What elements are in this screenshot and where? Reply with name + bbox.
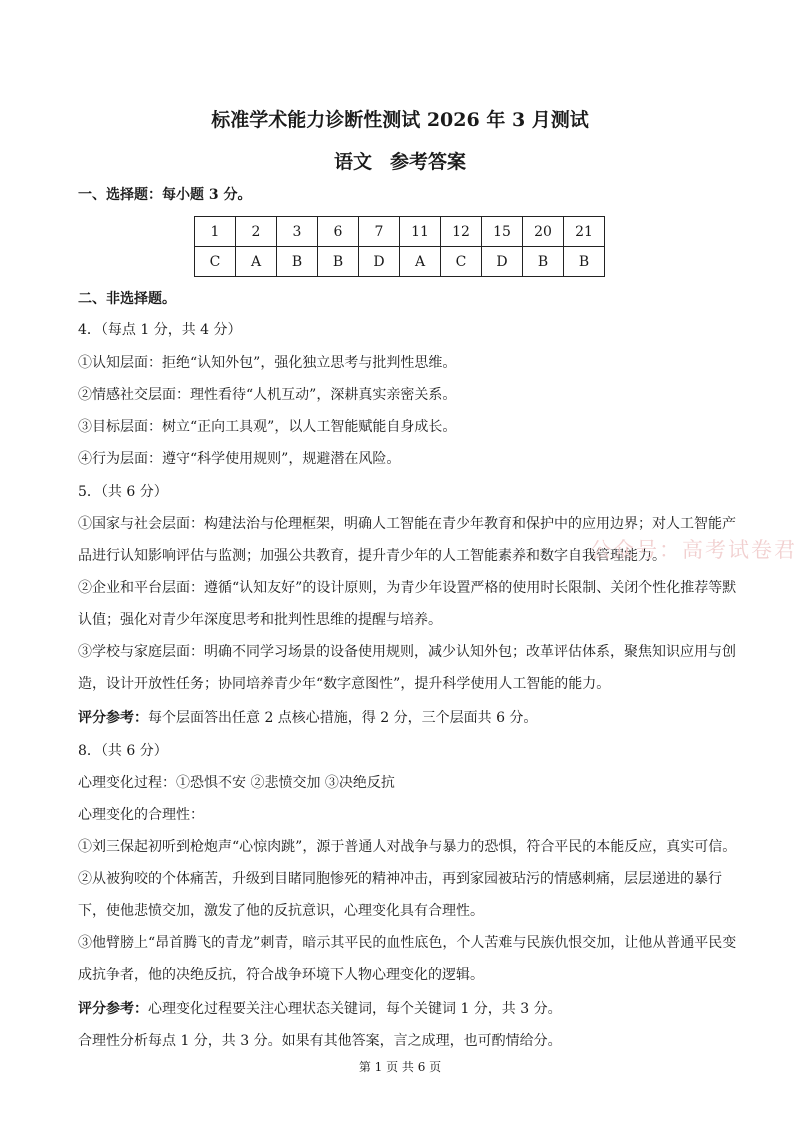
question-number-cell: 11 — [400, 217, 441, 247]
answer-row — [195, 247, 605, 277]
answer-cell: D — [482, 247, 523, 277]
answer-cell: B — [318, 247, 359, 277]
answer-cell: C — [195, 247, 236, 277]
page-subtitle — [0, 148, 800, 176]
question-number-cell: 12 — [441, 217, 482, 247]
question-number-cell: 21 — [564, 217, 605, 247]
scoring-text: 心理变化过程要关注心理状态关键词，每个关键词 1 分，共 3 分。 — [148, 1001, 562, 1017]
q8-scoring-extra: 合理性分析每点 1 分，共 3 分。如果有其他答案，言之成理，也可酌情给分。 — [78, 1033, 562, 1049]
q4-point: ②情感社交层面：理性看待“人机互动”，深耕真实亲密关系。 — [78, 387, 457, 403]
page-footer: 第 1 页 共 6 页 — [358, 1060, 442, 1074]
answer-cell: B — [523, 247, 564, 277]
q8-point: ③他臂膀上“昂首腾飞的青龙”刺青，暗示其平民的血性底色，个人苦难与民族仇恨交加，让他从普通平民变成抗争者，他的决绝反抗，符合战争环境下人物心理变化的逻辑。 — [78, 935, 737, 983]
q4-point: ③目标层面：树立“正向工具观”，以人工智能赋能自身成长。 — [78, 419, 457, 435]
scoring-label: 评分参考： — [78, 710, 148, 726]
q8-point: ①刘三保起初听到枪炮声“心惊肉跳”，源于普通人对战争与暴力的恐惧，符合平民的本能反应，真实可信。 — [78, 839, 737, 855]
question-number-row — [195, 217, 605, 247]
question-number-cell: 15 — [482, 217, 523, 247]
answer-cell: D — [359, 247, 400, 277]
q4-point: ④行为层面：遵守“科学使用规则”，规避潜在风险。 — [78, 451, 401, 467]
q4-label: 4．（每点 1 分，共 4 分） — [78, 322, 242, 338]
answer-table — [194, 216, 605, 277]
q5-point: ②企业和平台层面：遵循“认知友好”的设计原则，为青少年设置严格的使用时长限制、关闭个性化推荐等默认值；强化对青少年深度思考和批判性思维的提醒与培养。 — [78, 580, 737, 628]
scoring-text: 每个层面答出任意 2 点核心措施，得 2 分，三个层面共 6 分。 — [148, 710, 538, 726]
q4-point: ①认知层面：拒绝“认知外包”，强化独立思考与批判性思维。 — [78, 355, 457, 371]
watermark-text: 公众号：高考试卷君 — [590, 538, 797, 562]
question-number-cell: 1 — [195, 217, 236, 247]
scoring-label: 评分参考： — [78, 1001, 148, 1017]
question-number-cell: 20 — [523, 217, 564, 247]
subject-label: 语文 — [333, 151, 372, 173]
answer-key-label: 参考答案 — [390, 151, 467, 173]
answer-cell: A — [236, 247, 277, 277]
answer-cell: C — [441, 247, 482, 277]
question-number-cell: 2 — [236, 217, 277, 247]
answer-cell: B — [277, 247, 318, 277]
q8-point: ②从被狗咬的个体痛苦，升级到目睹同胞惨死的精神冲击，再到家园被玷污的情感刺痛，层层递进的暴行下，使他悲愤交加，激发了他的反抗意识，心理变化具有合理性。 — [78, 871, 722, 919]
q8-scoring — [78, 999, 738, 1019]
q5-point: ①国家与社会层面：构建法治与伦理框架，明确人工智能在青少年教育和保护中的应用边界；对人工智能产品进行认知影响评估与监测；加强公共教育，提升青少年的人工智能素养和数字自我管理能力。 — [78, 516, 736, 564]
page-title: 标准学术能力诊断性测试 2026 年 3 月测试 — [211, 109, 589, 131]
q8-label: 8．（共 6 分） — [78, 743, 168, 759]
answer-cell: A — [400, 247, 441, 277]
q5-point: ③学校与家庭层面：明确不同学习场景的设备使用规则，减少认知外包；改革评估体系，聚焦知识应用与创造，设计开放性任务；协同培养青少年“数字意图性”，提升科学使用人工智能的能力。 — [78, 644, 736, 692]
q8-rationality-label: 心理变化的合理性： — [78, 807, 204, 823]
question-number-cell: 7 — [359, 217, 400, 247]
q8-process: 心理变化过程：①恐惧不安 ②悲愤交加 ③决绝反抗 — [78, 775, 395, 791]
q5-scoring — [78, 708, 738, 728]
question-number-cell: 3 — [277, 217, 318, 247]
answer-cell: B — [564, 247, 605, 277]
section-2-heading: 二、非选择题。 — [78, 291, 176, 307]
q5-label: 5．（共 6 分） — [78, 484, 168, 500]
section-1-heading: 一、选择题：每小题 3 分。 — [78, 187, 252, 203]
question-number-cell: 6 — [318, 217, 359, 247]
